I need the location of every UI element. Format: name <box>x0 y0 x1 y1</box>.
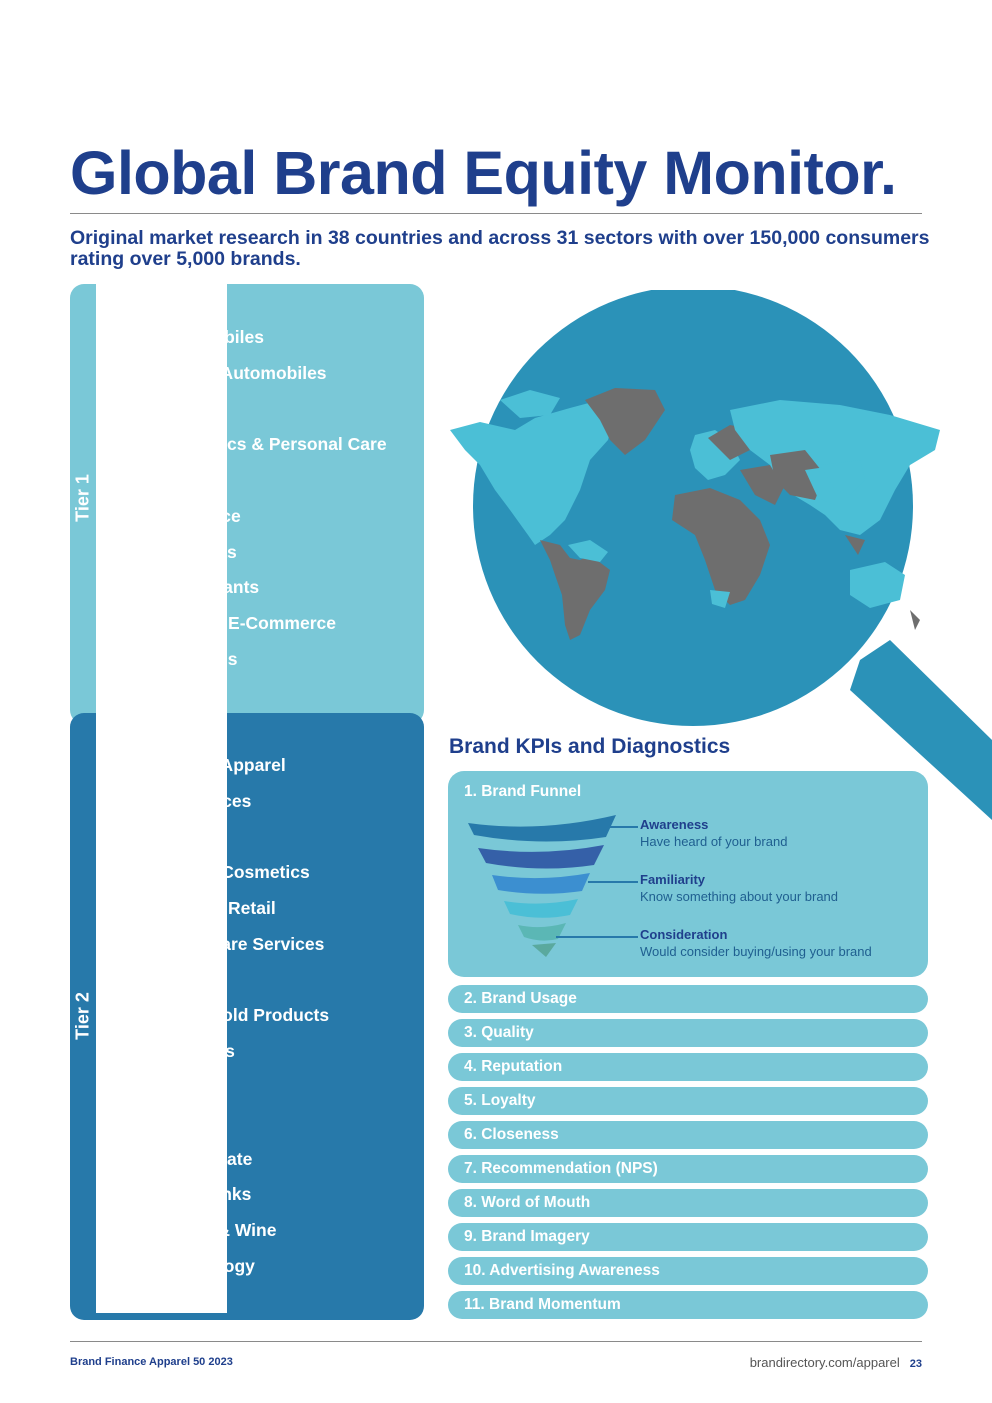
funnel-stage-awareness: Awareness Have heard of your brand <box>640 817 788 849</box>
brand-funnel-card <box>448 771 928 977</box>
sector-item: Household Products <box>158 1005 330 1026</box>
sector-item: General Retail <box>158 897 276 918</box>
kpi-item: 6. Closeness <box>448 1121 928 1149</box>
sector-item: Utilities <box>158 684 222 705</box>
sector-item: Technology <box>158 1255 255 1276</box>
sector-item: Media <box>158 1076 208 1097</box>
sector-item: Real Estate <box>158 1148 253 1169</box>
kpi-item: 3. Quality <box>448 1019 928 1047</box>
sector-item: Luxury Apparel <box>158 754 286 775</box>
sector-item: Apparel <box>158 291 224 311</box>
kpi-item: 5. Loyalty <box>448 1087 928 1115</box>
sector-item: Tyres <box>158 1291 204 1312</box>
sector-item: Soft Drinks <box>158 1184 252 1205</box>
funnel-icon <box>466 815 616 965</box>
brand-funnel-label: 1. Brand Funnel <box>464 783 582 800</box>
sector-item: Pharma <box>158 1112 223 1133</box>
sector-item: Apparel <box>158 969 224 990</box>
footer-publication: Brand Finance Apparel 50 2023 <box>70 1356 233 1368</box>
sector-item: Telecoms <box>158 648 238 669</box>
kpi-item: 2. Brand Usage <box>448 985 928 1013</box>
page-subtitle: Original market research in 38 countries and across 31 sectors with over 150,000 consumers rating over 5,000 brands. <box>70 227 930 270</box>
tier-1-panel <box>70 284 424 724</box>
funnel-stage-familiarity: Familiarity Know something about your brand <box>640 872 839 904</box>
sector-item: Oil & Gas <box>158 541 237 562</box>
footer-divider <box>70 1341 922 1342</box>
tier-2-sector-list <box>158 712 329 1321</box>
sector-item: Cosmetics & Personal Care <box>158 434 387 455</box>
tier-2-panel <box>70 713 424 1320</box>
sector-item: Logistics <box>158 1041 235 1062</box>
sector-item: Retail & E-Commerce <box>158 613 336 634</box>
sector-item: Luxury Cosmetics <box>158 862 310 883</box>
kpi-item: 10. Advertising Awareness <box>448 1257 928 1285</box>
page-title: Global Brand Equity Monitor. <box>70 139 897 207</box>
footer-right <box>750 1355 922 1370</box>
sector-item: Restaurants <box>158 577 260 598</box>
sector-item: Luxury Automobiles <box>158 362 327 383</box>
page-number: 23 <box>909 1358 922 1370</box>
sector-item: Automobiles <box>158 326 264 347</box>
sector-item: Healthcare Services <box>158 933 325 954</box>
kpi-item: 8. Word of Mouth <box>448 1189 928 1217</box>
funnel-stage-consideration: Consideration Would consider buying/using your brand <box>640 927 872 959</box>
sector-item: Airlines <box>158 719 223 739</box>
title-divider <box>70 213 922 214</box>
sector-item: Beers <box>158 826 207 847</box>
sector-item: Food <box>158 469 201 490</box>
sector-item: Banks <box>158 398 211 419</box>
sector-item: Appliances <box>158 790 252 811</box>
sector-item: Insurance <box>158 505 241 526</box>
kpi-item: 7. Recommendation (NPS) <box>448 1155 928 1183</box>
tier-1-sector-list <box>158 284 387 714</box>
tier-1-label: Tier 1 <box>72 474 93 522</box>
tier-2-label: Tier 2 <box>72 992 93 1040</box>
kpi-heading: Brand KPIs and Diagnostics <box>449 735 731 758</box>
kpi-item: 4. Reputation <box>448 1053 928 1081</box>
sector-item: Spirits & Wine <box>158 1220 277 1241</box>
footer-url[interactable]: brandirectory.com/apparel <box>749 1355 900 1370</box>
kpi-item: 11. Brand Momentum <box>448 1291 928 1319</box>
kpi-item: 9. Brand Imagery <box>448 1223 928 1251</box>
